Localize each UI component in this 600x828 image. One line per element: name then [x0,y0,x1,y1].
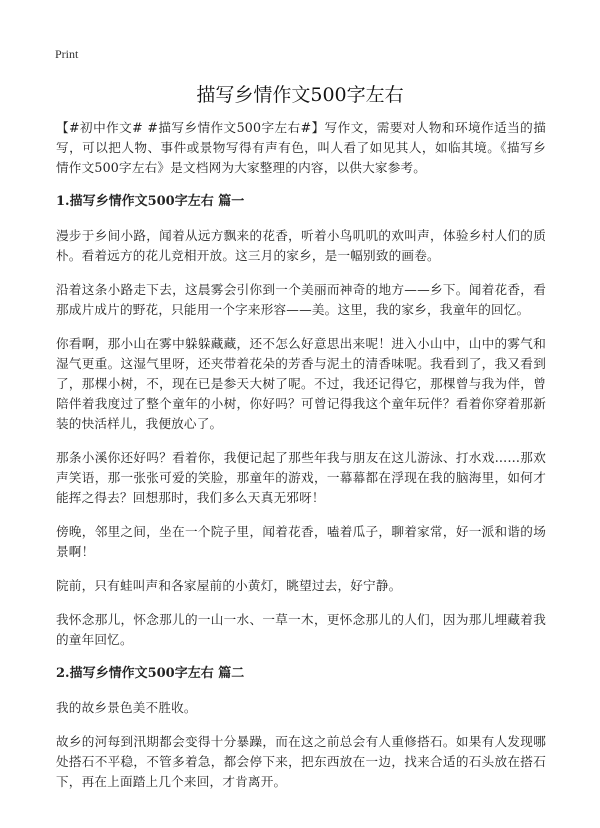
section-2 [56,664,546,792]
section-heading: 1.描写乡情作文500字左右 篇一 [56,194,245,209]
paragraph: 你看啊，那小山在雾中躲躲藏藏，还不怎么好意思出来呢！进入小山中，山中的雾气和湿气更重。这湿气里呀，还夹带着花朵的芳香与泥土的清香味呢。我看到了，我又看到了，那棵小树，不，现在已是参天大树了呢。不过，我还记得它，那棵曾与我为伴，曾陪伴着我度过了整个童年的小树，你好吗？可曾记得我这个童年玩伴？看着你穿着那新装的快活样儿，我便放心了。 [56,336,546,431]
paragraph: 我的故乡景色美不胜收。 [56,700,197,715]
section-heading: 2.描写乡情作文500字左右 篇二 [56,666,245,681]
section-1 [56,192,546,650]
paragraph: 院前，只有蛙叫声和各家屋前的小黄灯，眺望过去，好宁静。 [56,578,402,593]
paragraph: 沿着这条小路走下去，这晨雾会引你到一个美丽而神奇的地方——乡下。闻着花香，看那成片成片的野花，只能用一个字来形容——美。这里，我的家乡，我童年的回忆。 [56,282,546,317]
intro-paragraph: 【#初中作文# #描写乡情作文500字左右#】写作文，需要对人物和环境作适当的描写，可以把人物、事件或景物写得有声有色，叫人看了如见其人，如临其境。《描写乡情作文500字左右》是文档网为大家整理的内容，以供大家参考。 [56,120,546,175]
page-title: 描写乡情作文500字左右 [196,84,404,106]
paragraph: 我怀念那儿，怀念那儿的一山一水、一草一木，更怀念那儿的人们，因为那儿埋藏着我的童年回忆。 [56,612,546,647]
print-link[interactable]: Print [55,47,79,61]
paragraph: 故乡的河每到汛期都会变得十分暴躁，而在这之前总会有人重修搭石。如果有人发现哪处搭石不平稳，不管多着急，都会停下来，把东西放在一边，找来合适的石头放在搭石下，再在上面踏上几个来回，才肯离开。 [56,734,546,789]
paragraph: 漫步于乡间小路，闻着从远方飘来的花香，听着小鸟叽叽的欢叫声，体验乡村人们的质朴。看着远方的花儿竞相开放。这三月的家乡，是一幅别致的画卷。 [56,228,546,263]
paragraph: 傍晚，邻里之间，坐在一个院子里，闻着花香，嗑着瓜子，聊着家常，好一派和谐的场景啊！ [56,524,546,559]
article-body [56,118,546,806]
paragraph: 那条小溪你还好吗？看着你，我便记起了那些年我与朋友在这儿游泳、打水戏……那欢声笑语，那一张张可爱的笑脸，那童年的游戏，一幕幕都在浮现在我的脑海里，如何才能挥之得去？回想那时，我们多么天真无邪呀！ [56,450,546,505]
